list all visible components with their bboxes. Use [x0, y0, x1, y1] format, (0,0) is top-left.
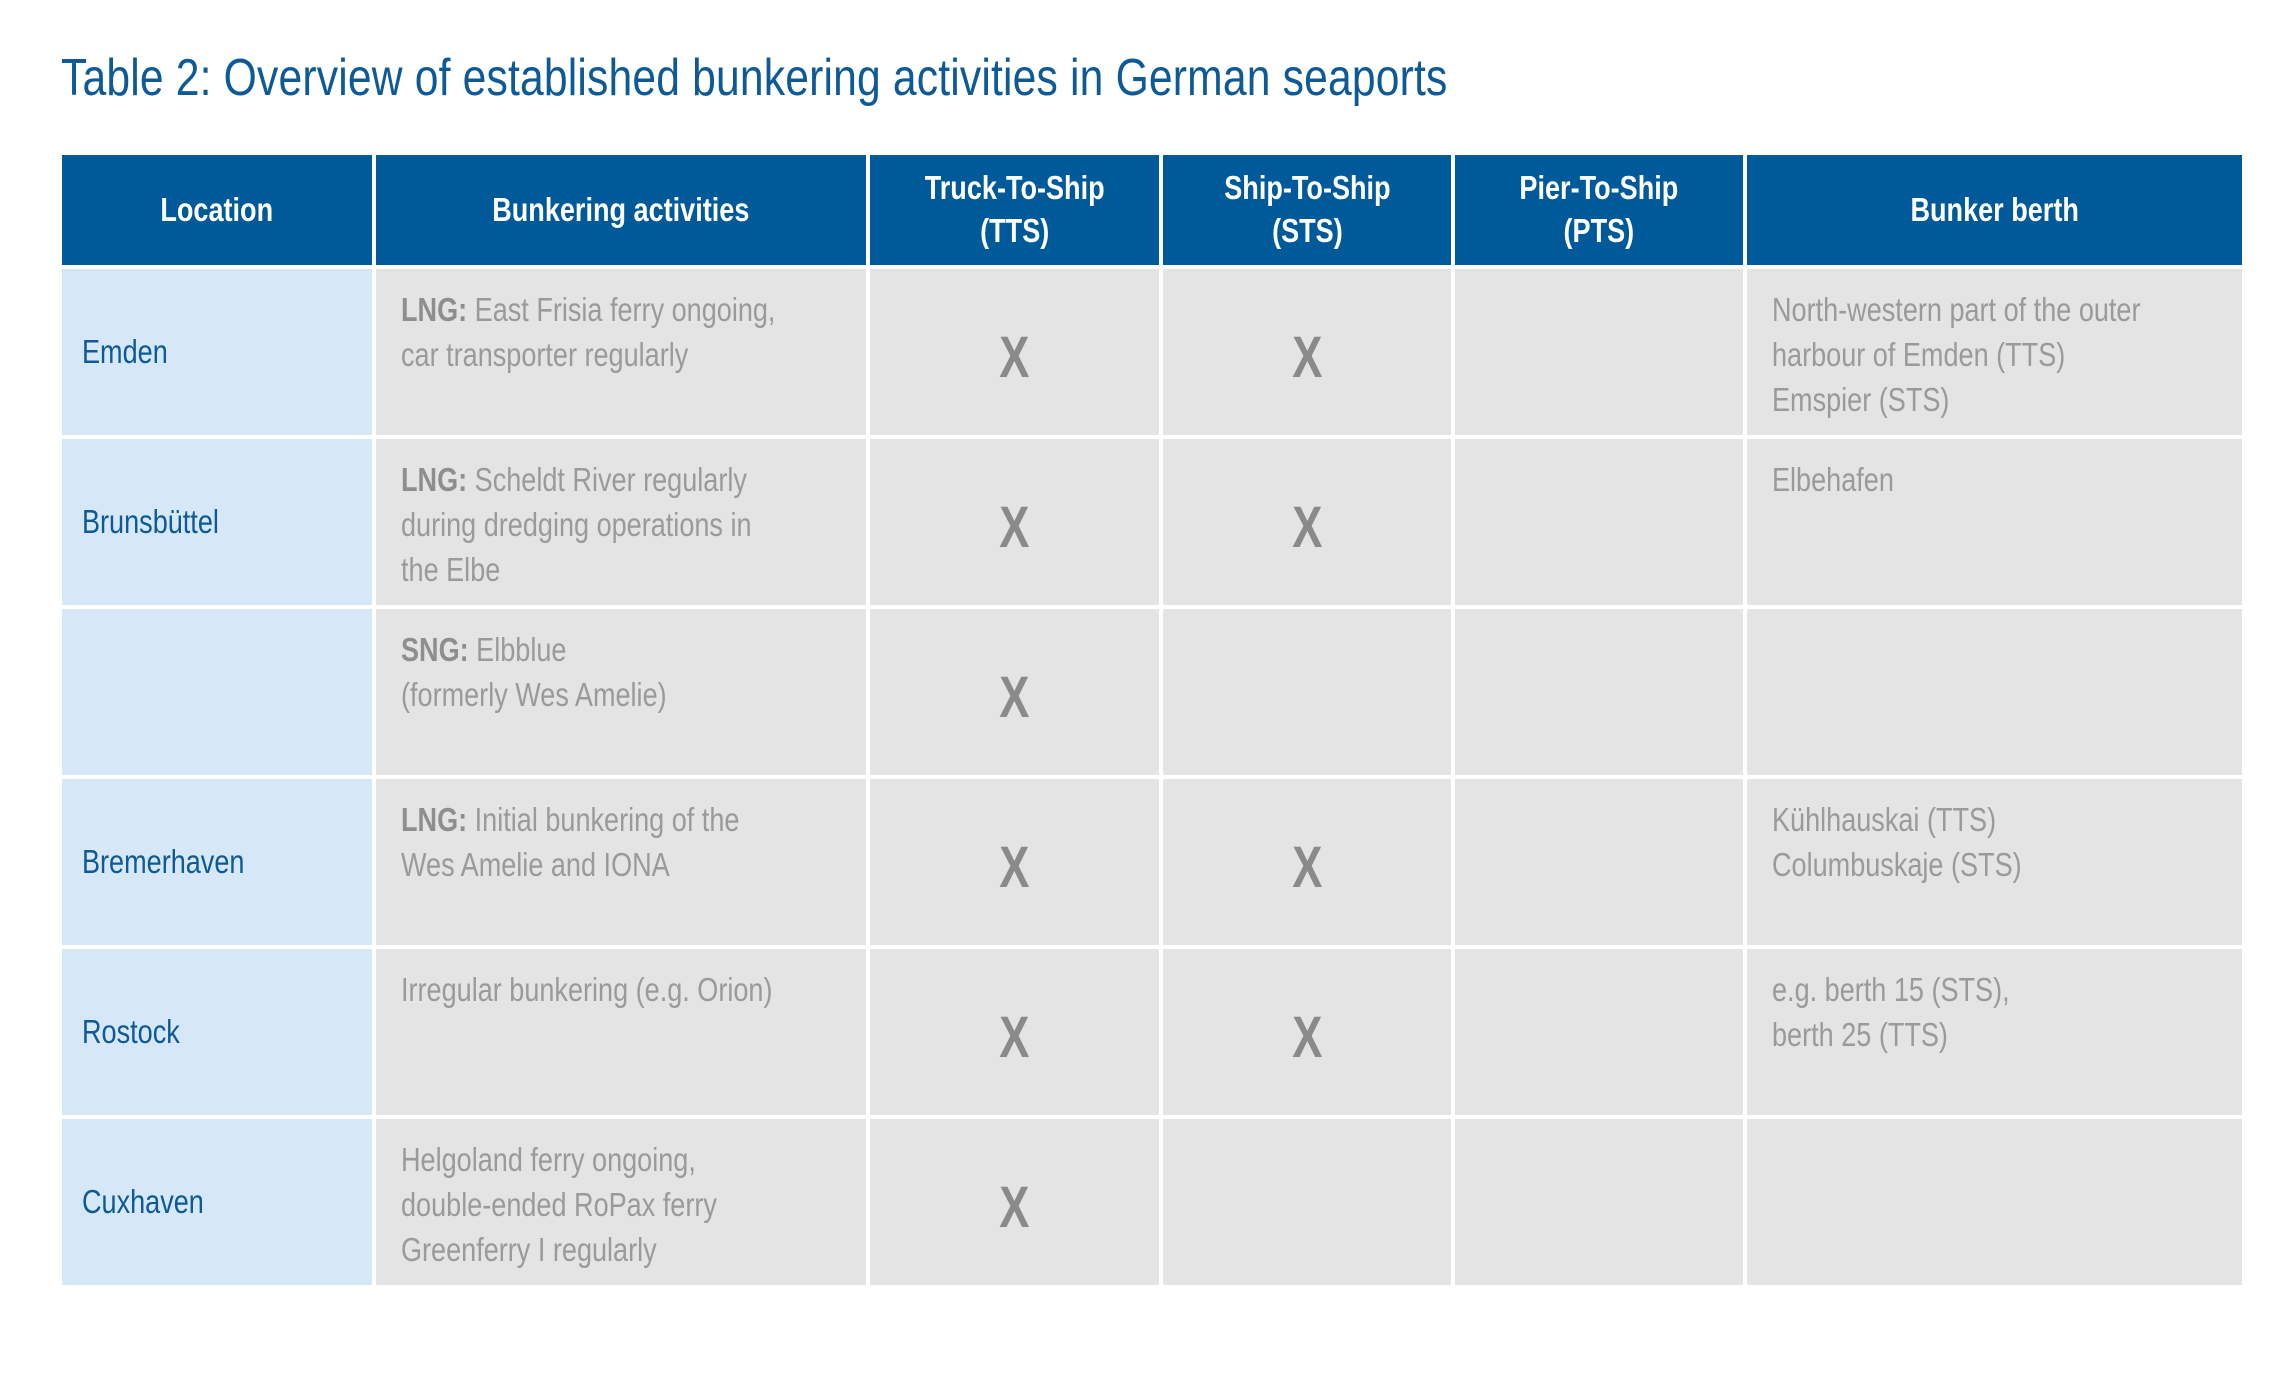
activity-cell: [374, 267, 868, 437]
sts-cell: [1161, 267, 1453, 437]
tts-cell: [868, 947, 1161, 1117]
activity-text: double-ended RoPax ferry: [401, 1186, 717, 1223]
location-cell: [60, 267, 374, 437]
table-title: Table 2: Overview of established bunkering activities in German seaports: [61, 49, 1448, 107]
sts-mark: X: [1291, 324, 1323, 390]
fuel-type-label: LNG:: [401, 801, 468, 838]
activity-text: car transporter regularly: [401, 336, 689, 373]
header-row: [60, 153, 2244, 267]
location-name: Cuxhaven: [82, 1183, 204, 1220]
activity-text: Greenferry I regularly: [401, 1231, 657, 1268]
activity-cell: [374, 1117, 868, 1287]
pts-cell: [1453, 1117, 1745, 1287]
berth-text: Elbehafen: [1772, 461, 1894, 498]
activity-text: Wes Amelie and IONA: [401, 846, 670, 883]
table-row: [60, 947, 2244, 1117]
tts-mark: X: [999, 1004, 1030, 1070]
tts-mark: X: [999, 664, 1030, 730]
tts-mark: X: [999, 324, 1030, 390]
sts-mark: X: [1291, 834, 1323, 900]
location-name: Brunsbüttel: [82, 503, 219, 540]
sts-cell: [1161, 947, 1453, 1117]
activity-cell: [374, 947, 868, 1117]
sts-cell: [1161, 777, 1453, 947]
sts-mark: X: [1291, 1004, 1323, 1070]
location-name: Rostock: [82, 1013, 180, 1050]
berth-text: harbour of Emden (TTS): [1772, 336, 2066, 373]
activity-text: Elbblue: [468, 631, 567, 668]
activity-text: Helgoland ferry ongoing,: [401, 1141, 696, 1178]
tts-cell: [868, 267, 1161, 437]
berth-cell: [1745, 607, 2244, 777]
fuel-type-label: LNG:: [401, 291, 468, 328]
sts-cell: [1161, 607, 1453, 777]
berth-cell: [1745, 947, 2244, 1117]
activity-cell: [374, 777, 868, 947]
table-row: [60, 267, 2244, 437]
activity-text: during dredging operations in: [401, 506, 752, 543]
berth-text: North-western part of the outer: [1772, 291, 2141, 328]
pts-cell: [1453, 607, 1745, 777]
pts-cell: [1453, 437, 1745, 607]
berth-cell: [1745, 1117, 2244, 1287]
location-cell: [60, 607, 374, 777]
pts-cell: [1453, 777, 1745, 947]
tts-mark: X: [999, 1174, 1030, 1240]
column-header-location: Location: [60, 153, 374, 267]
berth-text: Kühlhauskai (TTS): [1772, 801, 1997, 838]
location-cell: [60, 777, 374, 947]
table-row: [60, 777, 2244, 947]
column-header-ship-to-ship: Ship-To-Ship (STS): [1161, 153, 1453, 267]
activity-text: (formerly Wes Amelie): [401, 676, 667, 713]
column-header-bunker-berth: Bunker berth: [1745, 153, 2244, 267]
sts-cell: [1161, 437, 1453, 607]
pts-cell: [1453, 947, 1745, 1117]
berth-text: berth 25 (TTS): [1772, 1016, 1948, 1053]
berth-cell: [1745, 777, 2244, 947]
tts-cell: [868, 1117, 1161, 1287]
location-name: Bremerhaven: [82, 843, 245, 880]
activity-text: Initial bunkering of the: [467, 801, 740, 838]
location-name: Emden: [82, 333, 168, 370]
table-row: [60, 437, 2244, 607]
activity-text: Irregular bunkering (e.g. Orion): [401, 971, 773, 1008]
location-cell: [60, 1117, 374, 1287]
activity-text: East Frisia ferry ongoing,: [467, 291, 776, 328]
fuel-type-label: LNG:: [401, 461, 468, 498]
tts-cell: [868, 607, 1161, 777]
berth-cell: [1745, 437, 2244, 607]
berth-text: Columbuskaje (STS): [1772, 846, 2022, 883]
table-row: [60, 607, 2244, 777]
location-cell: [60, 437, 374, 607]
sts-mark: X: [1291, 494, 1323, 560]
location-cell: [60, 947, 374, 1117]
activity-cell: [374, 437, 868, 607]
table-row: [60, 1117, 2244, 1287]
tts-mark: X: [999, 834, 1030, 900]
pts-cell: [1453, 267, 1745, 437]
sts-cell: [1161, 1117, 1453, 1287]
activity-text: the Elbe: [401, 551, 501, 588]
fuel-type-label: SNG:: [401, 631, 469, 668]
tts-cell: [868, 437, 1161, 607]
tts-cell: [868, 777, 1161, 947]
berth-text: Emspier (STS): [1772, 381, 1950, 418]
activity-text: Scheldt River regularly: [467, 461, 747, 498]
bunkering-table: [58, 151, 2246, 1289]
berth-text: e.g. berth 15 (STS),: [1772, 971, 2010, 1008]
berth-cell: [1745, 267, 2244, 437]
tts-mark: X: [999, 494, 1030, 560]
column-header-bunkering-activities: Bunkering activities: [374, 153, 868, 267]
activity-cell: [374, 607, 868, 777]
column-header-truck-to-ship: Truck-To-Ship (TTS): [868, 153, 1161, 267]
column-header-pier-to-ship: Pier-To-Ship (PTS): [1453, 153, 1745, 267]
